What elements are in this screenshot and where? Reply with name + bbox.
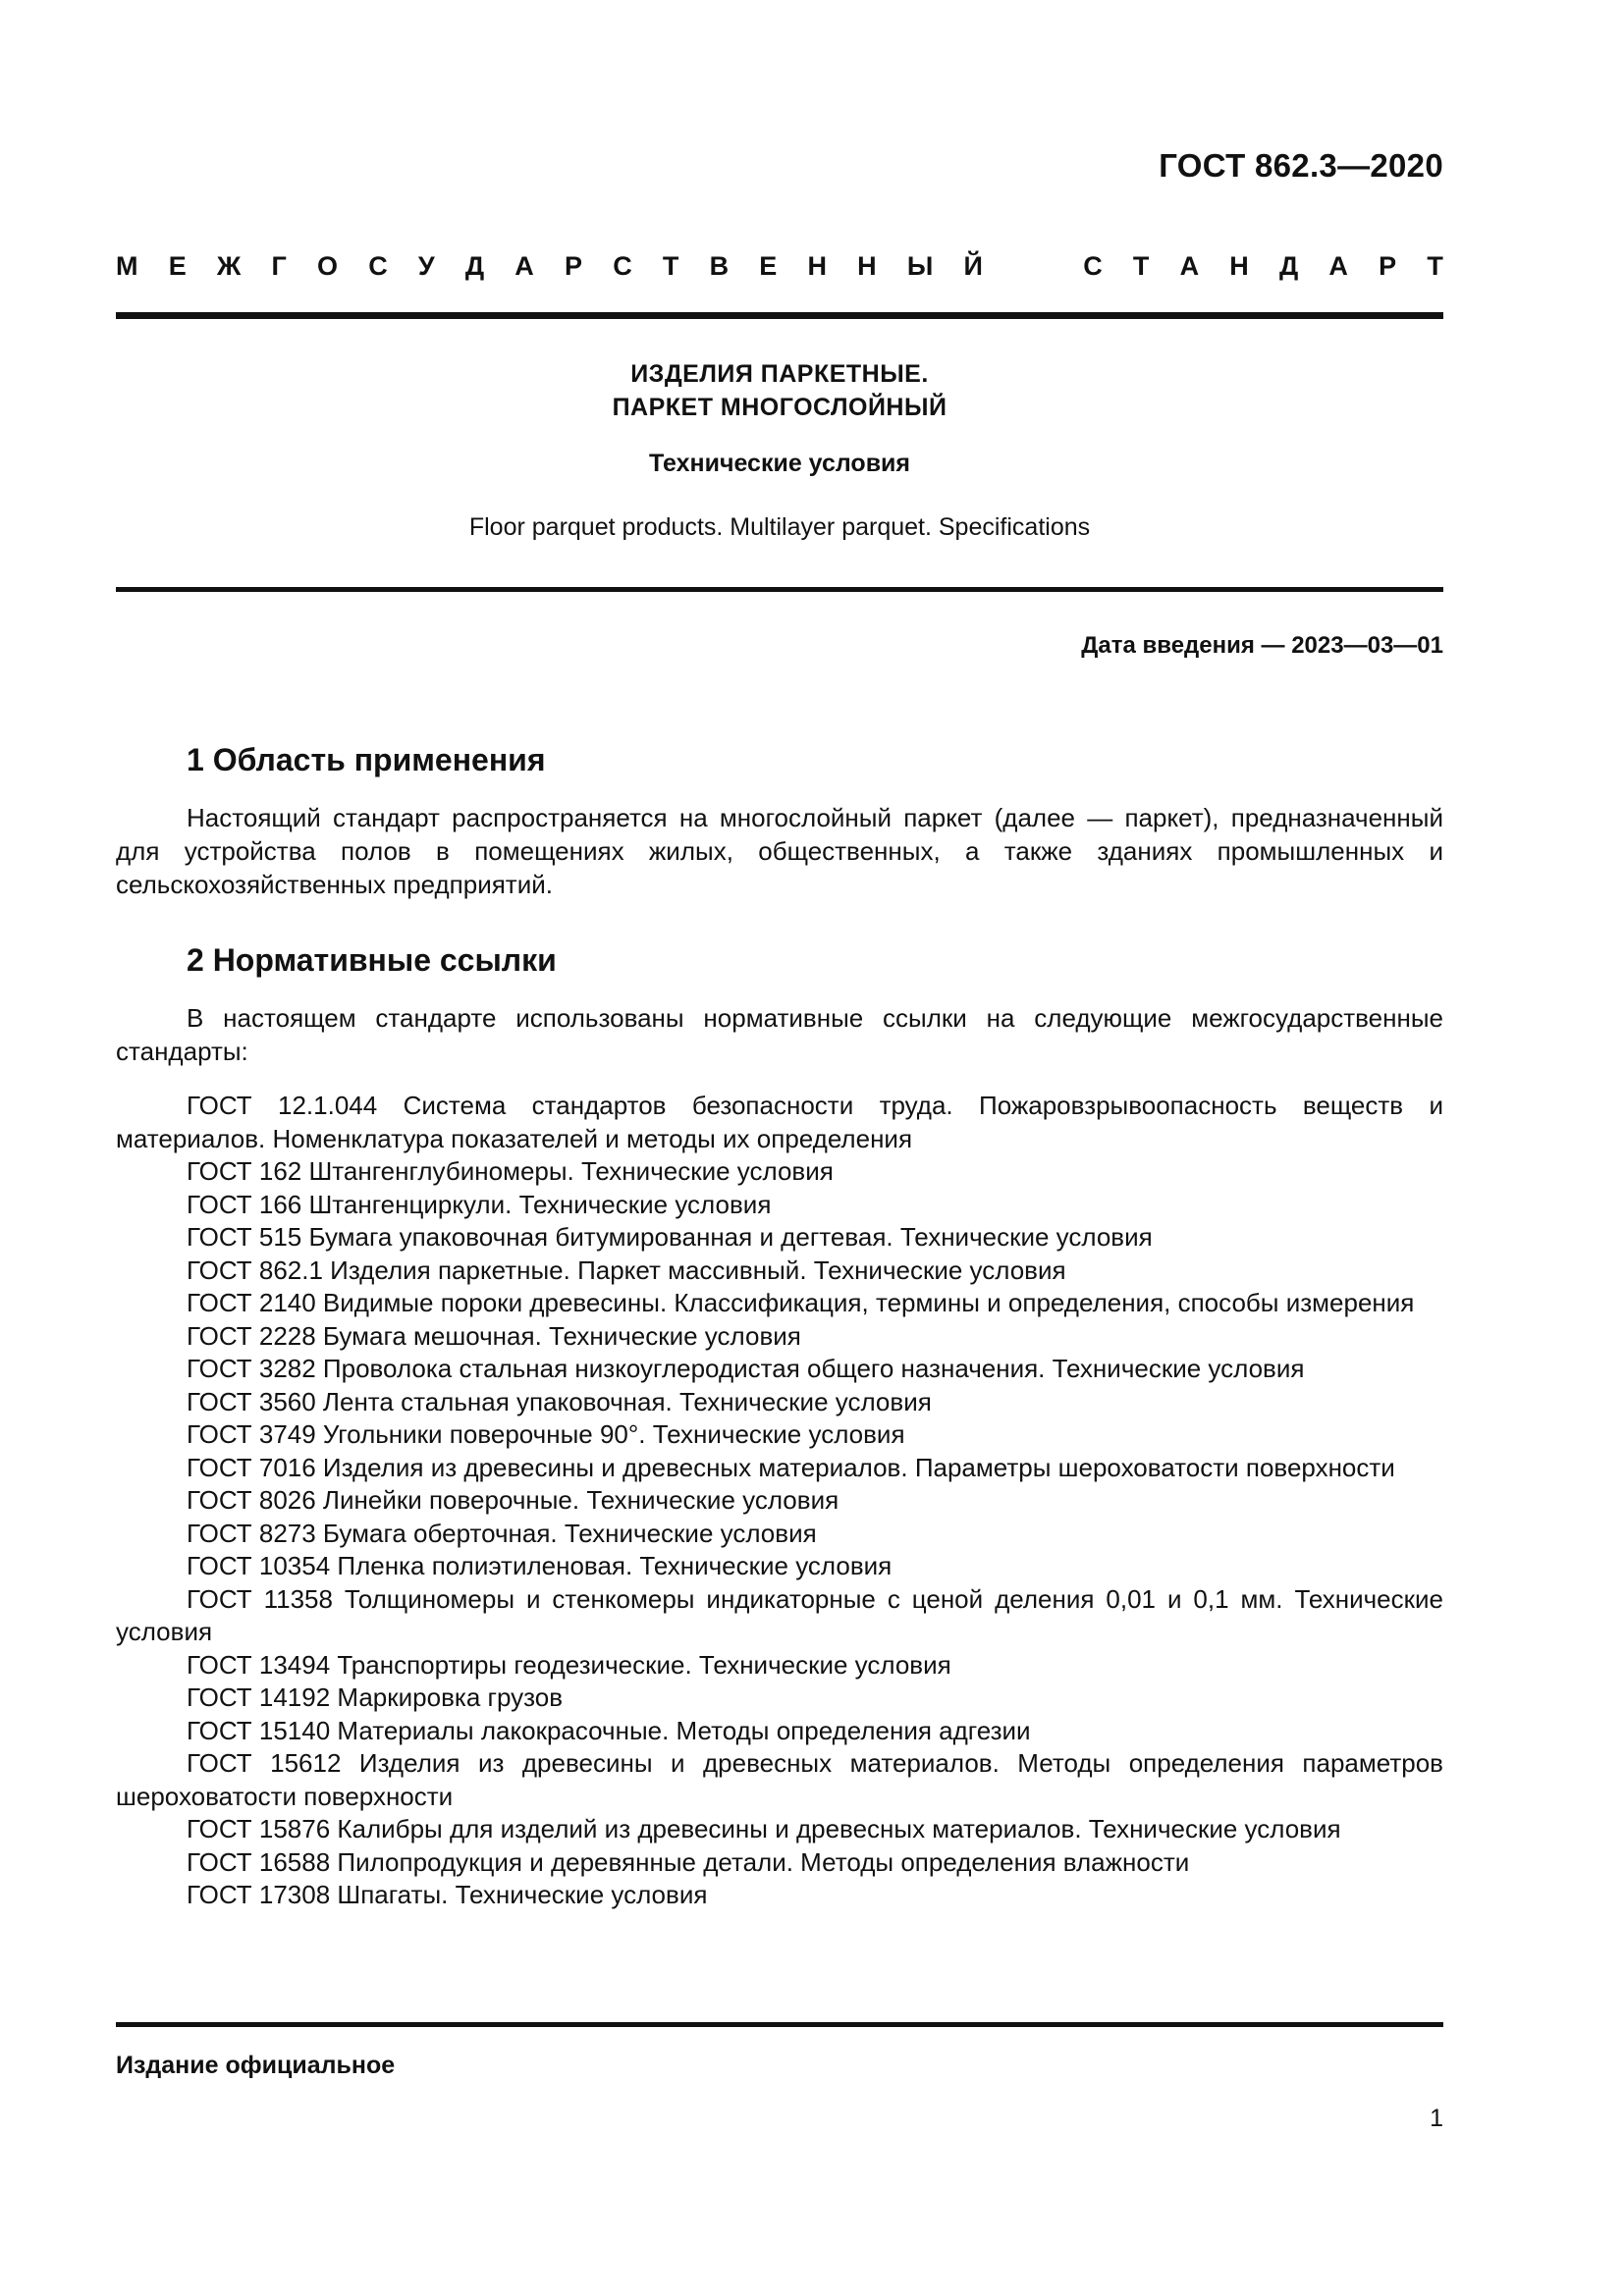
standard-type-letter: М [116,251,138,281]
standard-type-letter: А [514,251,534,281]
standard-type-letter: Н [807,251,827,281]
introduction-date: Дата введения — 2023—03—01 [1081,632,1443,659]
standard-type-letter: Е [759,251,778,281]
reference-item: ГОСТ 11358 Толщиномеры и стенкомеры индикаторные с ценой деления 0,01 и 0,1 мм. Технические условия [116,1583,1443,1646]
standard-type-letter: Е [168,251,187,281]
title-english: Floor parquet products. Multilayer parquet. Specifications [468,513,1091,541]
reference-item: ГОСТ 15876 Калибры для изделий из древесины и древесных материалов. Технические условия [187,1814,1341,1843]
reference-item: ГОСТ 14192 Маркировка грузов [187,1682,564,1712]
gost-number: ГОСТ 862.3—2020 [1159,147,1443,184]
standard-type-letter: Р [564,251,582,281]
reference-item: ГОСТ 3749 Угольники поверочные 90°. Технические условия [187,1419,905,1449]
title-line-1: ИЗДЕЛИЯ ПАРКЕТНЫЕ. [630,360,929,388]
section-1-paragraph: Настоящий стандарт распространяется на многослойный паркет (далее — паркет), предназначенный для устройства полов в помещениях жилых, общественных, а также зданиях промышленных и сельскохозяйственных предприятий. [116,803,1443,899]
title-divider [116,587,1443,592]
standard-type-letter: У [417,251,435,281]
reference-item: ГОСТ 8273 Бумага оберточная. Технические условия [187,1518,817,1548]
standard-type-letter: С [1083,251,1103,281]
standard-type-letter: Д [1278,251,1299,281]
standard-type-gap [1013,251,1053,282]
standard-type-letter: Ы [906,251,934,281]
standard-type-letter: Т [662,251,679,281]
standard-type-letter: В [709,251,730,281]
title-subtitle: Технические условия [648,450,911,477]
footer-divider [116,2022,1443,2027]
reference-item: ГОСТ 15612 Изделия из древесины и древесных материалов. Методы определения параметров шероховатости поверхности [116,1748,1443,1811]
references-list [116,1090,1443,1912]
standard-type-letter: С [613,251,632,281]
standard-type-letter: Ж [216,251,242,281]
section-2-heading: 2 Нормативные ссылки [187,942,557,978]
standard-type-letter: Г [271,251,287,281]
reference-item: ГОСТ 3282 Проволока стальная низкоуглеродистая общего назначения. Технические условия [187,1354,1305,1383]
reference-item: ГОСТ 17308 Шпагаты. Технические условия [187,1880,708,1909]
standard-type-letter: Т [1427,251,1443,281]
reference-item: ГОСТ 16588 Пилопродукция и деревянные детали. Методы определения влажности [187,1846,1190,1877]
standard-type-letter: Т [1132,251,1150,281]
section-1-text [116,801,1443,901]
standard-type-letter: Н [1229,251,1249,281]
standard-type-letter: Р [1379,251,1397,281]
reference-item: ГОСТ 515 Бумага упаковочная битумированная и дегтевая. Технические условия [187,1222,1153,1252]
reference-item: ГОСТ 166 Штангенциркули. Технические условия [187,1189,772,1219]
reference-item: ГОСТ 8026 Линейки поверочные. Технические условия [187,1485,839,1515]
header-divider [116,312,1443,319]
title-block [116,357,1443,542]
section-2-intro-paragraph: В настоящем стандарте использованы нормативные ссылки на следующие межгосударственные стандарты: [116,1003,1443,1066]
reference-item: ГОСТ 7016 Изделия из древесины и древесных материалов. Параметры шероховатости поверхности [187,1452,1395,1482]
section-2-intro [116,1001,1443,1068]
reference-item: ГОСТ 862.1 Изделия паркетные. Паркет массивный. Технические условия [187,1255,1066,1285]
standard-type-letter: А [1179,251,1200,281]
standard-type-letter: А [1328,251,1348,281]
section-1-heading: 1 Область применения [187,742,546,777]
standard-type-letter: Н [857,251,877,281]
standard-type-heading [116,251,1443,282]
reference-item: ГОСТ 15140 Материалы лакокрасочные. Методы определения адгезии [187,1715,1031,1745]
standard-type-letter: Й [963,251,983,281]
reference-item: ГОСТ 3560 Лента стальная упаковочная. Технические условия [187,1386,932,1416]
reference-item: ГОСТ 2228 Бумага мешочная. Технические условия [187,1320,801,1351]
reference-item: ГОСТ 162 Штангенглубиномеры. Технические условия [187,1156,834,1186]
reference-item: ГОСТ 12.1.044 Система стандартов безопасности труда. Пожаровзрывоопасность веществ и материалов. Номенклатура показателей и методы их определения [116,1091,1443,1153]
title-line-2: ПАРКЕТ МНОГОСЛОЙНЫЙ [612,394,947,421]
page-number: 1 [1430,2105,1443,2132]
reference-item: ГОСТ 13494 Транспортиры геодезические. Технические условия [187,1649,951,1680]
reference-item: ГОСТ 2140 Видимые пороки древесины. Классификация, термины и определения, способы измерения [187,1288,1415,1317]
reference-item: ГОСТ 10354 Пленка полиэтиленовая. Технические условия [187,1551,893,1580]
standard-type-letter: О [316,251,338,281]
standard-type-letter: С [368,251,388,281]
official-edition-label: Издание официальное [116,2052,396,2079]
standard-type-letter: Д [464,251,485,281]
